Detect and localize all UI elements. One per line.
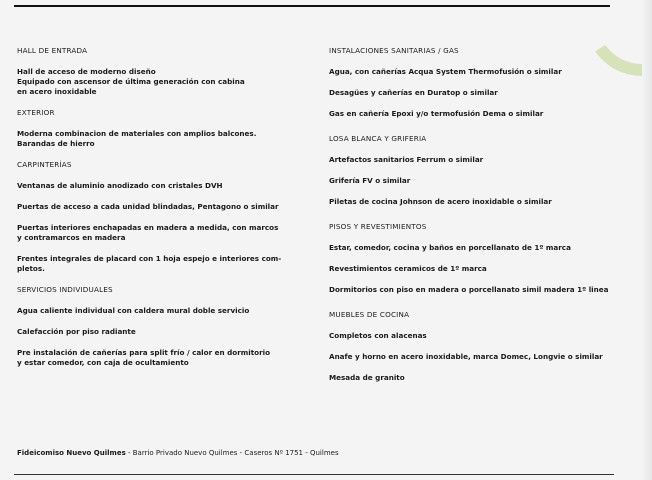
spec-item: Puertas interiores enchapadas en madera a medida, con marcos y contramarcos en madera [17, 223, 279, 242]
section-hall [17, 46, 317, 97]
section-servicios [17, 285, 317, 368]
spec-item: Artefactos sanitarios Ferrum o similar [329, 155, 484, 164]
spec-item: Hall de acceso de moderno diseño Equipado con ascensor de última generación con cabina en acero inoxidable [17, 67, 245, 96]
spec-item: Frentes integrales de placard con 1 hoja espejo e interiores com- pletos. [17, 254, 282, 273]
left-column [17, 46, 317, 368]
section-exterior [17, 108, 317, 149]
bottom-rule [14, 474, 614, 475]
footer-brand: Fideicomiso Nuevo Quilmes [17, 449, 126, 457]
section-pisos [329, 222, 629, 295]
right-column [329, 46, 629, 383]
top-rule [14, 5, 610, 7]
spec-item: Piletas de cocina Johnson de acero inoxidable o similar [329, 197, 552, 206]
section-heading: SERVICIOS INDIVIDUALES [17, 285, 113, 294]
section-heading: MUEBLES DE COCINA [329, 310, 410, 319]
section-heading: PISOS Y REVESTIMIENTOS [329, 222, 427, 231]
spec-item: Grifería FV o similar [329, 176, 411, 185]
footer [17, 449, 339, 458]
spec-item: Gas en cañería Epoxi y/o termofusión Dema o similar [329, 109, 544, 118]
spec-item: Calefacción por piso radiante [17, 327, 136, 336]
footer-address: - Barrio Privado Nuevo Quilmes - Caseros Nº 1751 - Quilmes [125, 449, 339, 457]
spec-item: Moderna combinacion de materiales con amplios balcones. Barandas de hierro [17, 129, 257, 148]
spec-item: Dormitorios con piso en madera o porcellanato simil madera 1º linea [329, 285, 609, 294]
spec-item: Completos con alacenas [329, 331, 427, 340]
spec-item: Revestimientos ceramicos de 1º marca [329, 264, 487, 273]
spec-item: Agua, con cañerías Acqua System Thermofusión o similar [329, 67, 562, 76]
section-muebles-cocina [329, 310, 629, 383]
spec-item: Mesada de granito [329, 373, 405, 382]
section-heading: EXTERIOR [17, 108, 55, 117]
spec-item: Puertas de acceso a cada unidad blindadas, Pentagono o similar [17, 202, 279, 211]
section-heading: CARPINTERÍAS [17, 160, 72, 169]
spec-item: Anafe y horno en acero inoxidable, marca Domec, Longvie o similar [329, 352, 603, 361]
spec-item: Pre instalación de cañerías para split frío / calor en dormitorio y estar comedor, con caja de ocultamiento [17, 348, 271, 367]
section-heading: LOSA BLANCA Y GRIFERIA [329, 134, 427, 143]
section-sanitarias [329, 46, 629, 119]
section-heading: INSTALACIONES SANITARIAS / GAS [329, 46, 459, 55]
section-carpinterias [17, 160, 317, 274]
spec-item: Estar, comedor, cocina y baños en porcellanato de 1º marca [329, 243, 571, 252]
spec-item: Ventanas de aluminio anodizado con cristales DVH [17, 181, 223, 190]
spec-item: Agua caliente individual con caldera mural doble servicio [17, 306, 250, 315]
section-losa-blanca [329, 134, 629, 207]
section-heading: HALL DE ENTRADA [17, 46, 88, 55]
page-edge-shadow [642, 0, 652, 480]
spec-item: Desagües y cañerías en Duratop o similar [329, 88, 498, 97]
